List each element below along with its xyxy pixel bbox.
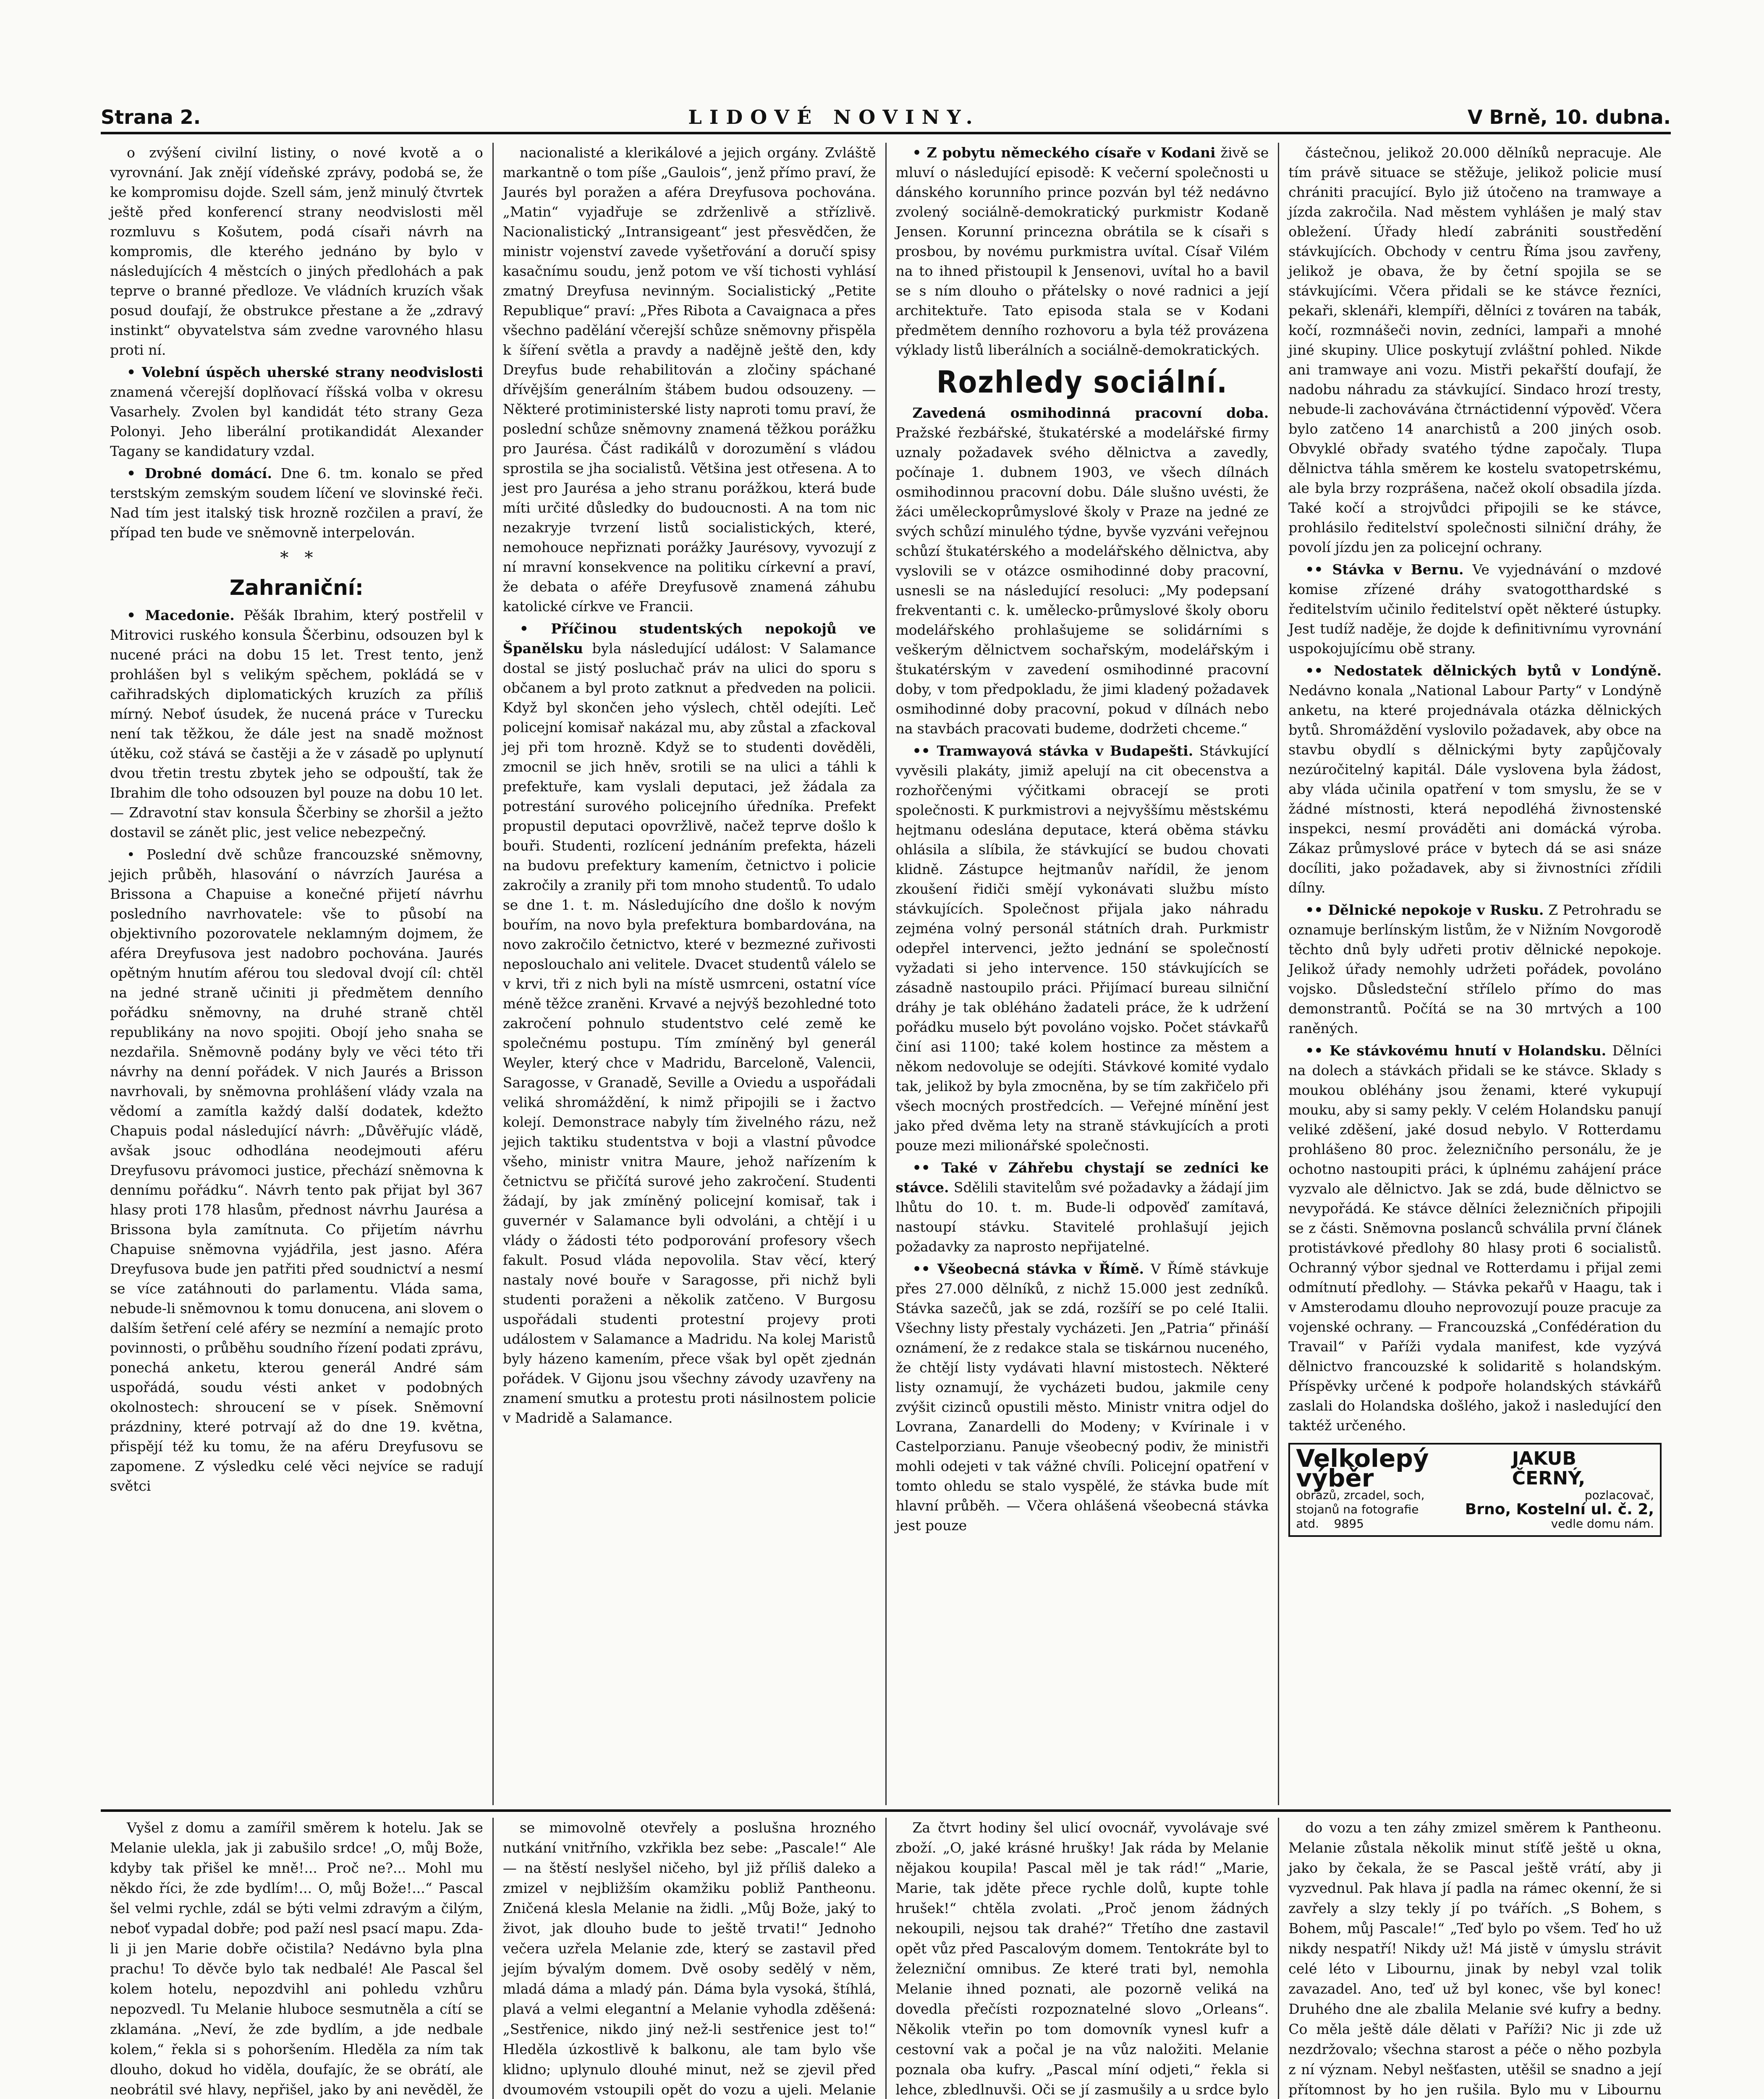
paragraph: • Poslední dvě schůze francouzské sněmovny, jejich průběh, hlasování o návrzích Jaurésa a Brissona a Chapuise a konečné přijetí návrhu posledního navrhovatele: vše to působí na objektivního pozorovatele neklamným dojmem, že aféra Dreyfusova jest nadobro pochována. Jaurés opětným hnutím aférou tou sledoval dvojí cíl: chtěl na jedné straně učiniti ji předmětem denního pořádku sněmovny, na druhé straně chtěl republikány na novo spojiti. Obojí jeho snaha se nezdařila. Sněmovně podány byly ve věci této tři návrhy na denní pořádek. V nich Jaurés a Brisson navrhovali, by sněmovna prohlášení vlády vzala na vědomí a zamítla každý další dodatek, kdežto Chapuis podal následující návrh: „Důvěřujíc vládě, avšak jsouc odhodlána neodejmouti aféru Dreyfusovu právomoci justice, přechází sněmovna k dennímu pořádku“. Návrh tento pak přijat byl 367 hlasy proti 178 hlasům, přednost návrhu Jaurésa a Brissona byla zamítnuta. Co přijetím návrhu Chapuise sněmovna vyjádřila, jest jasno. Aféra Dreyfusova bude jen patřiti před soudnictví a nesmí se více zatáhnouti do parlamentu. Vláda sama, nebude-li sněmovnou k tomu donucena, ani slovem o dalším šetření celé aféry se nezmíní a nemajíc proto povinnosti, o průběhu soudního řízení podati zprávu, ponechá anketu, kterou generál André sám uspořádá, soudu vésti anket v podobných okolnostech: shroucení se v písek. Sněmovní prázdniny, které potrvají až do dne 19. května, přispějí též ku tomu, že na aféru Dreyfusovu se zapomene. Z výsledku celé věci nejvíce se radují světci bbox=[110, 846, 483, 1494]
paragraph-text: Dělníci na dolech a stávkách přidali se ke stávce. Sklady s moukou obléhány jsou ženami, které vykupují mouku, aby si samy pekly. V celém Holandsku panují veliké zděšení, jaké dosud nebylo. V Rotterdamu prohlášeno 80 proc. železničního personálu, že je ochotno nastoupiti práci, k úplnému zahájení práce vyzvalo ale dělnictvo. Jak se zdá, bude dělnictvo se nevypořádá. Ke stávce dělníci železničních připojili se z části. Sněmovna poslanců schválila první článek protistávkové předlohy 80 hlasy proti 6 socialistů. Ochranný výbor sjednal ve Rotterdamu i přijal zemi odmítnutí předlohy. — Stávka pekařů v Haagu, tak i v Amsterodamu dlouho neprovozují pouze pracuje za vojenské ochrany. — Francouzská „Confédération du Travail“ v Paříži vydala manifest, kde vyzývá dělnictvo francouzské k solidaritě s holandským. Příspěvky určené k podpoře holandských stávkářů zaslali do Holandska došlého, jakož i nasledující den taktéž určeného. bbox=[1288, 1042, 1662, 1434]
feuilleton-column-4 bbox=[1279, 1818, 1671, 2099]
paragraph: se mimovolně otevřely a poslušna hrozného nutkání vnitřního, vzkřikla bez sebe: „Pascale!“ Ale — na štěstí neslyšel ničeho, byl již příliš daleko a zmizel v nejbližším okamžiku pobliž Pantheonu. Zničená klesla Melanie na židli. „Můj Bože, jaký to život, jak dlouho bude to ještě trvati!“ Jednoho večera uzřela Melanie zde, který se zastavil před jejím bývalým domem. Dvě osoby sedělý v něm, mladá dáma a mladý pán. Dáma byla vysoká, štíhlá, plavá a velmi elegantní a Melanie vyhodla zděšená: „Sestřenice, nikdo jiný než-li sestřenice jest to!“ Hleděla úzkostlivě k balkonu, ale tam bylo vše klidno; uplynulo dlouhé minut, než se zjevil před dvoumovém vstoupili opět do vozu a ujeli. Melanie bbox=[503, 1819, 876, 2098]
column-1 bbox=[101, 143, 494, 1805]
paragraph bbox=[110, 605, 483, 842]
newspaper-title: LIDOVÉ NOVINY. bbox=[688, 106, 980, 128]
paragraph bbox=[896, 1259, 1269, 1535]
ad-address: Brno, Kostelní ul. č. 2, bbox=[1465, 1501, 1654, 1518]
feuilleton-column-2 bbox=[494, 1818, 887, 2099]
paragraph bbox=[503, 619, 876, 1428]
paragraph-text: znamená včerejší doplňovací říšská volba v okresu Vasarhely. Zvolen byl kandidát této strany Geza Polonyi. Jeho liberální protikandidát Alexander Tagany se kandidatury vzdal. bbox=[110, 384, 483, 459]
feuilleton-column-3 bbox=[887, 1818, 1280, 2099]
section-title-foreign: Zahraniční: bbox=[229, 576, 364, 600]
masthead bbox=[101, 101, 1671, 134]
dateline: V Brně, 10. dubna. bbox=[1467, 106, 1671, 128]
paragraph-text: Dne 6. tm. konalo se před terstským zemským soudem líčení ve slovinské řeči. Nad tím jest italský tisk hrozně rozčilen a praví, že případ ten bude ve sněmovně interpelován. bbox=[110, 465, 483, 541]
feuilleton-divider bbox=[101, 1809, 1671, 1812]
column-2 bbox=[494, 143, 887, 1805]
ad-line bbox=[1296, 1517, 1424, 1531]
column-3 bbox=[887, 143, 1280, 1805]
paragraph-text: byla následující událost: V Salamance dostal se jistý posluchač práv na ulici do sporu s občanem a byl proto zatknut a předveden na policii. Když byl skončen jeho výslech, chtěl odejíti. Leč policejní komisař nakázal mu, aby zůstal a zfackoval jej při tom hrozně. Když se to studenti dověděli, zmocnil se jich hněv, srotili se na ulici a táhli k prefektuře, kam vyslali deputaci, jež žádala za potrestání surového policejního úředníka. Prefekt propustil deputaci opovržlivě, načež teprve došlo k bouři. Studenti, rozlícení jednáním prefekta, házeli na budovu prefektury kamením, četnictvo i policie zakročily a zranily při tom mnoho studentů. To udalo se dne 1. t. m. Následujícího dne došlo k novým bouřím, na novo byla prefektura bombardována, na novo zakročilo četnictvo, které v bezmezné zuřivosti neposlouchalo ani velitele. Dvacet studentů válelo se v krvi, tři z nich byli na místě usmrceni, ostatní více méně těžce zraněni. Krvavé a nejvýš bezohledné toto zakročení pohnulo studentstvo celé země ke společnému postupu. Tím zmíněný byl generál Weyler, který chce v Madridu, Barceloně, Valencii, Saragosse, v Granadě, Seville a Oviedu a uspořádali veliká shromáždění, k nimž připojili se i žactvo kolejí. Demonstrace nabyly tím živelného rázu, než jejich taktiku studentstva v boji a vlastní původce všeho, ministr vnitra Maure, jehož nařízením k četnictvu se přičítá surové jeho zakročení. Studenti žádají, by jak zmíněný policejní komisař, tak i guvernér v Salamance byli odvoláni, a chtějí i u vlády o žádosti této podporování profesory všech fakult. Posud vláda nepovolila. Stav věcí, který nastaly nové bouře v Saragosse, při nichž byli studenti poraženi a několik zatčeno. V Burgosu uspořádali studenti protestní projevy proti událostem v Salamance a Madridu. Na kolej Maristů byly házeno kamením, přece však byl opět zjednán pořádek. V Gijonu jsou všechny závody uzavřeny na znamení smutku a protestu proti násilnostem policie v Madridě a Salamance. bbox=[503, 640, 876, 1426]
paragraph-lead: •• Všeobecná stávka v Římě. bbox=[912, 1261, 1144, 1277]
paragraph bbox=[1288, 1041, 1662, 1435]
paragraph-text: Stávkující vyvěsili plakáty, jimiž apelují na cit obecenstva a rozhořčenými výčitkami obracejí se proti společnosti. K purkmistrovi a nejvyššímu městskému hejtmanu odeslána deputace, která oběma stávku ohlásila a slíbila, že stávkující se budou chovati klidně. Zástupce hejtmanův nařídil, že jenom zkoušení řidiči smějí vykonávati službu místo stávkujících. Společnost přijala jako náhradu zejména volný personál státních drah. Purkmistr odepřel intervenci, ježto jednání se společností vyžadati si jeho intervence. 150 stávkujících se zásadně nastoupilo práci. Přijímací bureau silniční dráhy je tak obléháno žadateli práce, že k udržení pořádku muselo být povoláno vojsko. Počet stávkařů činí asi 1100; také kolem hostince za městem a někom nedovoluje se odejíti. Stávkové komité vydalo tak, jelikož by byla zmocněna, by se tím zakřičelo při všech mocných prostředcích. — Veřejné mínění jest jako před dvěma lety na straně stávkujících a proti pouze mezi milionářské společnosti. bbox=[895, 743, 1269, 1154]
paragraph bbox=[110, 362, 483, 461]
paragraph-lead: •• Ke stávkovému hnutí v Holandsku. bbox=[1305, 1042, 1607, 1059]
paragraph bbox=[110, 463, 483, 542]
paragraph bbox=[896, 1158, 1269, 1256]
paragraph: Vyšel z domu a zamířil směrem k hotelu. Jak se Melanie ulekla, jak ji zabušilo srdce! „O, můj Bože, kdyby tak přišel ke mně!... Proč ne?... Mohl mu někdo říci, že zde bydlím!... O, můj Bože!...“ Pascal šel velmi rychle, zdál se býti velmi zdravým a čilým, neboť vypadal dobře; pod paží nesl psací mapu. Zda-li ji jen Marie dobře očistila? Nedávno byla plna prachu! To děvče bylo tak nedbalé! Ale Pascal šel kolem hotelu, nepozdvihl ani pohledu vzhůru nepozvedl. Tu Melanie hluboce sesmutněla a cítí se zklamána. „Neví, že zde bydlím, a jde nedbale kolem,“ řekla si s pohoršením. Hleděla za ním tak dlouho, dokud ho viděla, doufajíc, že se obrátí, ale neobrátil své hlavy, nepřišel, jako by ani nevěděl, že bbox=[110, 1819, 483, 2098]
paragraph-text: Z Petrohradu se oznamuje berlínským listům, že v Nižním Novgorodě těchto dnů byly udřeti protiv dělnické nepokoje. Jelikož úřady nemohly udržeti pořádek, povoláno vojsko. Důsledsteční střílelo přímo do mas demonstrantů. Počítá se na 30 mrtvých a 100 raněných. bbox=[1288, 902, 1662, 1036]
ad-address-note: vedle domu nám. bbox=[1551, 1517, 1654, 1531]
paragraph-lead: • Volební úspěch uherské strany neodvislosti bbox=[127, 364, 483, 380]
paragraph-text: Pěšák Ibrahim, který postřelil v Mitrovici ruského konsula Ščerbinu, odsouzen byl k nucené práci na dobu 15 let. Trest tento, jenž prohlášen byl s velikým spěchem, pokládá se v cařihradských diplomatických kruzích za příliš mírný. Neboť úsudek, že nucená práce v Turecku není tak těžkou, že dále jest na snadě možnost útěku, což stává se častěji a že v zásadě po uplynutí dvou třetin trestu zbytek jeho se odpouští, tak že Ibrahim dle toho odsouzen byl pouze na dobu 10 let. — Zdravotní stav konsula Ščerbiny se zhoršil a ježto dostavil se zánět plic, jest velice nebezpečný. bbox=[110, 607, 483, 840]
paragraph-lead: •• Také v Záhřebu chystají se zedníci ke stávce. bbox=[895, 1159, 1269, 1196]
paragraph-lead: • Z pobytu německého císaře v Kodani bbox=[912, 144, 1216, 161]
paragraph bbox=[896, 143, 1269, 360]
ad-title: Velkolepý výběr bbox=[1296, 1444, 1429, 1492]
paragraph bbox=[1288, 900, 1662, 1038]
paragraph: Za čtvrt hodiny šel ulicí ovocnář, vyvolávaje své zboží. „O, jaké krásné hrušky! Jak ráda by Melanie nějakou koupila! Pascal měl je tak rád!“ „Marie, Marie, tak jděte přece rychle dolů, kupte tohle hrušek!“ chtěla zvolati. „Proč jenom žádných nekoupili, nejsou tak drahé?“ Třetího dne zastavil opět vůz před Pascalovým domem. Tentokráte byl to železniční omnibus. Ze které trati byl, nemohla Melanie ihned poznati, ale pozorně veliká na dovedla přečísti rozpoznatelné slovo „Orleans“. Několik vteřin po tom domovník vynesl kufr a cestovní vak a počal je na vůz naložiti. Melanie poznala oba kufry. „Pascal míní odjeti,“ řekla si lehce, zbledlnuvši. Oči se jí zasmušily a u srdce bylo bbox=[895, 1819, 1269, 2098]
paragraph bbox=[896, 741, 1269, 1155]
paragraph-lead: •• Tramwayová stávka v Budapešti. bbox=[912, 743, 1193, 759]
page-number: Strana 2. bbox=[101, 106, 201, 128]
feuilleton-column-1 bbox=[101, 1818, 494, 2099]
section-title-social: Rozhledy sociální. bbox=[936, 364, 1228, 400]
paragraph-text: Sdělili stavitelům své požadavky a žádají jim lhůtu do 10. t. m. Bude-li odpověď zamítavá, nastoupí stávku. Stavitelé prohlašují jejich požadavky za naprosto nepřijatelné. bbox=[895, 1179, 1269, 1255]
paragraph-lead: •• Stávka v Bernu. bbox=[1305, 561, 1464, 578]
newspaper-page bbox=[101, 101, 1671, 2099]
ad-line: obrazů, zrcadel, soch, bbox=[1296, 1488, 1425, 1502]
ad-etc: atd. bbox=[1296, 1517, 1319, 1531]
paragraph-lead: • Macedonie. bbox=[127, 607, 235, 623]
feuilleton-columns bbox=[101, 1818, 1671, 2099]
paragraph-text: V Římě stávkuje přes 27.000 dělníků, z nichž 15.000 jest zedníků. Stávka sazečů, jak se zdá, rozšíří se po celé Italii. Všechny listy přestaly vycházeti. Jen „Patria“ přináší oznámení, že z redakce stala se tiskárnou nuceného, že chtějí listy vydávati hlavní mistostech. Některé listy oznamují, že vycházeti budou, jakmile ceny zvýšit cizinců opustili město. Ministr vnitra odjel do Lovrana, Zanardelli do Modeny; v Kvírinale i v Castelporzianu. Panuje všeobecný podiv, že ministři mohli odejeti v tak vážné chvíli. Policejní opatření v tomto ohledu se stalo vyspělé, že stávka bude mít hlavní průběh. — Včera ohlášená všeobecná stávka jest pouze bbox=[895, 1261, 1269, 1534]
paragraph bbox=[1288, 661, 1662, 898]
paragraph: částečnou, jelikož 20.000 dělníků nepracuje. Ale tím právě situace se stěžuje, jelikož policie musí chrániti pracující. Bylo již útočeno na tramwaye a jízda zakročila. Nad městem vyhlášen je malý stav obležení. Úřady hledí zabrániti soustředění stávkujících. Obchody v centru Říma jsou zavřeny, jelikož je obava, že by četní spojila se se stávkujícími. Včera přidali se ke stávce řezníci, pekaři, sklenáři, klempíři, dělníci z továren na tabák, kočí, rozmnášeči novin, zedníci, lampaři a mnohé jiné skupiny. Ulice poskytují zvláštní pohled. Nikde ani tramwaye ani vozu. Mistři pekařští doufají, že nadobu náhradu za stávkující. Sindaco hrozí tresty, nebude-li zachovávána čtrnáctidenní výpověď. Včera bylo zatčeno 14 anarchistů a 200 jiných osob. Obvyklé obřady svatého týdne započaly. Tlupa dělnictva táhla směrem ke kostelu svatopetrskému, ale byla brzy rozprášena, načež okolí obsadila jízda. Také kočí a strojvůdci připojili se ke stávce, prohlásilo ředitelství společnosti silniční dráhy, že povolí jízdu jen za policejní ochrany. bbox=[1288, 144, 1662, 555]
ad-number: 9895 bbox=[1334, 1517, 1364, 1531]
paragraph-text: Ve vyjednávání o mzdové komise zřízené dráhy svatogotthardské s ředitelstvím učinilo ředitelství opět některé ústupky. Jest tudíž naděje, že dojde k definitivnímu vyrovnání uspokojujícímu obě strany. bbox=[1288, 561, 1662, 657]
paragraph: nacionalisté a klerikálové a jejich orgány. Zvláště markantně o tom píše „Gaulois“, jenž přímo praví, že Jaurés byl poražen a aféra Dreyfusova pochována. „Matin“ vyjadřuje se zdrženlivě a střízlivě. Nacionalistický „Intransigeant“ jest přesvědčen, že ministr vojenství zavede vyšetřování a doručí spisy kasačnímu soudu, jenž potom ve vší tichosti vyhlásí zmatný Dreyfusa nevinným. Socialistický „Petite Republique“ praví: „Přes Ribota a Cavaignaca a přes všechno padělání včerejší schůze sněmovny přispěla k šíření světla a pravdy a nadějně ještě den, kdy Dreyfus bude rehabilitován a zločiny spáchané dřívějším generálním štábem budou odsouzeny. — Některé protiministerské listy naproti tomu praví, že poslední schůze sněmovny znamená těžkou porážku pro Jaurésa. Část radikálů v dorozumění s vládou sprostila se jha socialistů. Většina jest otřesena. A to jest pro Jaurésa a jeho stranu porážkou, která bude míti určité důsledky do budoucnosti. A na tom nic nezakryje tvrzení listů socialistických, které, nemohouce nepřiznati porážky Jaurésovy, vyvozují z ní mravní konsekvence na politiku církevní a praví, že debata o aféře Dreyfusově znamená záhubu katolické církve ve Francii. bbox=[503, 144, 876, 615]
paragraph-lead: •• Nedostatek dělnických bytů v Londýně. bbox=[1305, 662, 1662, 679]
ad-line: stojanů na fotografie bbox=[1296, 1502, 1419, 1516]
ad-merchant-name: JAKUB ČERNÝ, bbox=[1512, 1448, 1586, 1489]
ad-role: pozlacovač, bbox=[1584, 1488, 1654, 1502]
paragraph-lead: •• Dělnické nepokoje v Rusku. bbox=[1305, 902, 1544, 918]
separator-stars: * * bbox=[280, 548, 313, 568]
paragraph-lead: • Drobné domácí. bbox=[127, 465, 272, 482]
paragraph-lead: Zavedená osmihodinná pracovní doba. bbox=[912, 405, 1269, 421]
news-columns bbox=[101, 143, 1671, 1805]
paragraph-text: Pražské řezbářské, štukatérské a modelářské firmy uznaly požadavek svého dělnictva a zavedly, počínaje 1. dubnem 1903, ve všech dílnách osmihodinnou pracovní dobu. Dále slušno uvésti, že žáci uměleckoprůmyslové školy v Praze na jedné ze svých schůzí minulého týdne, byvše vyzváni veřejnou schůzí štukatérského a modelářského dělnictva, aby vyslovili se v otázce osmihodinné doby pracovní, usnesli se na následující resoluci: „My podepsaní frekventanti c. k. umělecko-průmyslové školy oboru modelářského prohlašujeme se solidárními s veškerým dělnictvem sochařským, modelářským i štukatérským v zavedení osmihodinné pracovní doby, v tom předpokladu, že jimi kladený požadavek osmihodinné doby pracovní, pokud v dílnách nebo na stavbách pracovati budeme, dodržeti chceme.“ bbox=[895, 424, 1269, 737]
paragraph bbox=[896, 403, 1269, 738]
paragraph: do vozu a ten záhy zmizel směrem k Pantheonu. Melanie zůstala několik minut stíťě ještě u okna, jako by čekala, že se Pascal ještě vrátí, aby ji vyzvednul. Pak hlava jí padla na rámec okenní, že si zavřely a slzy tekly jí po tvářích. „S Bohem, s Bohem, můj Pascale!“ „Teď bylo po všem. Teď ho už nikdy nespatří! Nikdy už! Má jistě v úmyslu strávit celé léto v Libournu, jinak by nebyl vzal tolik zavazadel. Ano, teď už byl konec, vše byl konec! Druhého dne ale zbalila Melanie své kufry a bedny. Co měla ještě dále dělati v Paříži? Nic ji zde už nezdržovalo; všechna starost a péče o něho pozbyla z ní význam. Nebyl nešťasten, utěšil se snadno a její přítomnost by ho jen rušila. Bylo mu v Libournu bbox=[1288, 1819, 1662, 2098]
paragraph bbox=[1288, 560, 1662, 658]
column-4 bbox=[1279, 143, 1671, 1805]
paragraph-text: Nedávno konala „National Labour Party“ v Londýně anketu, na které projednávala otázka dělnických bytů. Shromáždění vyslovilo požadavek, aby obce na stavbu obydlí s dělnickými byty zapůjčovaly nezúročitelný kapitál. Dále vyslovena byla žádost, aby vláda učinila opatření v tom smyslu, že se v žádné místnosti, která nepodléhá živnostenské inspekci, nesmí prováděti ani domácká výroba. Zákaz průmyslové práce v bytech dá se asi snáze docíliti, jako požadavek, aby si živnostníci zřídili dílny. bbox=[1288, 682, 1662, 896]
paragraph-lead: • Příčinou studentských nepokojů ve Španělsku bbox=[503, 620, 876, 657]
paragraph-text: živě se mluví o následující episodě: K večerní společnosti u dánského korunního prince pozván byl též nedávno zvolený sociálně-demokratický purkmistr Kodaně Jensen. Korunní princezna obrátila se k císaři s prosbou, by novému purkmistra uvítal. Císař Vilém na to ihned přistoupil k Jensenovi, uvítal ho a bavil se s ním dlouho o přátelsky o nové radnici a její architektuře. Tato episoda stala se v Kodani předmětem denního rozhovoru a byla též provázena výklady listů liberálních a sociálně-demokratických. bbox=[895, 144, 1269, 358]
advertisement bbox=[1288, 1443, 1662, 1537]
paragraph: o zvýšení civilní listiny, o nové kvotě a o vyrovnání. Jak znějí vídeňské zprávy, podobá se, že ke kompromisu dojde. Szell sám, jenž minulý čtvrtek ještě před konferencí strany neodvislosti měl rozmluvu s Košutem, podá císaři návrh na kompromis, dle kterého jednáno by bylo v následujících 4 městcích o jiných předlohách a pak teprve o branné předloze. Ve vládních kruzích však posud doufají, že obstrukce přestane a že „zdravý instinkt“ obyvatelstva sám zvedne varovného hlasu proti ní. bbox=[110, 144, 483, 358]
